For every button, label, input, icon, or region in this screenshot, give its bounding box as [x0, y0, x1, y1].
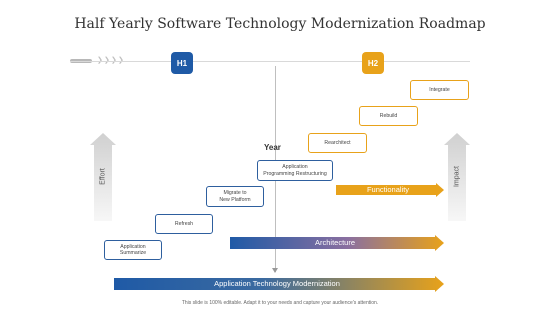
architecture-arrow — [230, 235, 444, 251]
half-badge-h2: H2 — [362, 52, 384, 74]
effort-arrow — [90, 133, 116, 221]
step-application-programming-restructuring: Application Programming Restructuring — [257, 160, 333, 181]
effort-label: Effort — [99, 168, 107, 185]
impact-label: Impact — [453, 166, 461, 188]
year-label: Year — [264, 143, 281, 152]
architecture-label: Architecture — [314, 238, 356, 247]
functionality-arrow — [336, 183, 444, 197]
step-migrate-to-new-platform: Migrate to New Platform — [206, 186, 264, 207]
step-integrate: Integrate — [410, 80, 469, 100]
step-rearchitect: Rearchitect — [308, 133, 367, 153]
chevron-right-icon — [104, 56, 110, 64]
timeline-line — [70, 61, 470, 62]
step-application-summarize: Application Summarize — [104, 240, 162, 260]
footer-note: This slide is 100% editable. Adapt it to your needs and capture your audience's attention. — [181, 300, 379, 306]
step-rebuild: Rebuild — [359, 106, 418, 126]
step-refresh: Refresh — [155, 214, 213, 234]
modernization-label: Application Technology Modernization — [214, 279, 340, 288]
chevron-right-icon — [97, 56, 103, 64]
modernization-arrow — [114, 276, 444, 292]
axis-arrow-tip — [272, 268, 278, 273]
chevron-right-icon — [111, 56, 117, 64]
impact-arrow — [444, 133, 470, 221]
half-badge-h1: H1 — [171, 52, 193, 74]
functionality-label: Functionality — [366, 185, 410, 194]
chevron-right-icon — [118, 56, 124, 64]
page-title: Half Yearly Software Technology Modernization Roadmap — [74, 16, 486, 32]
